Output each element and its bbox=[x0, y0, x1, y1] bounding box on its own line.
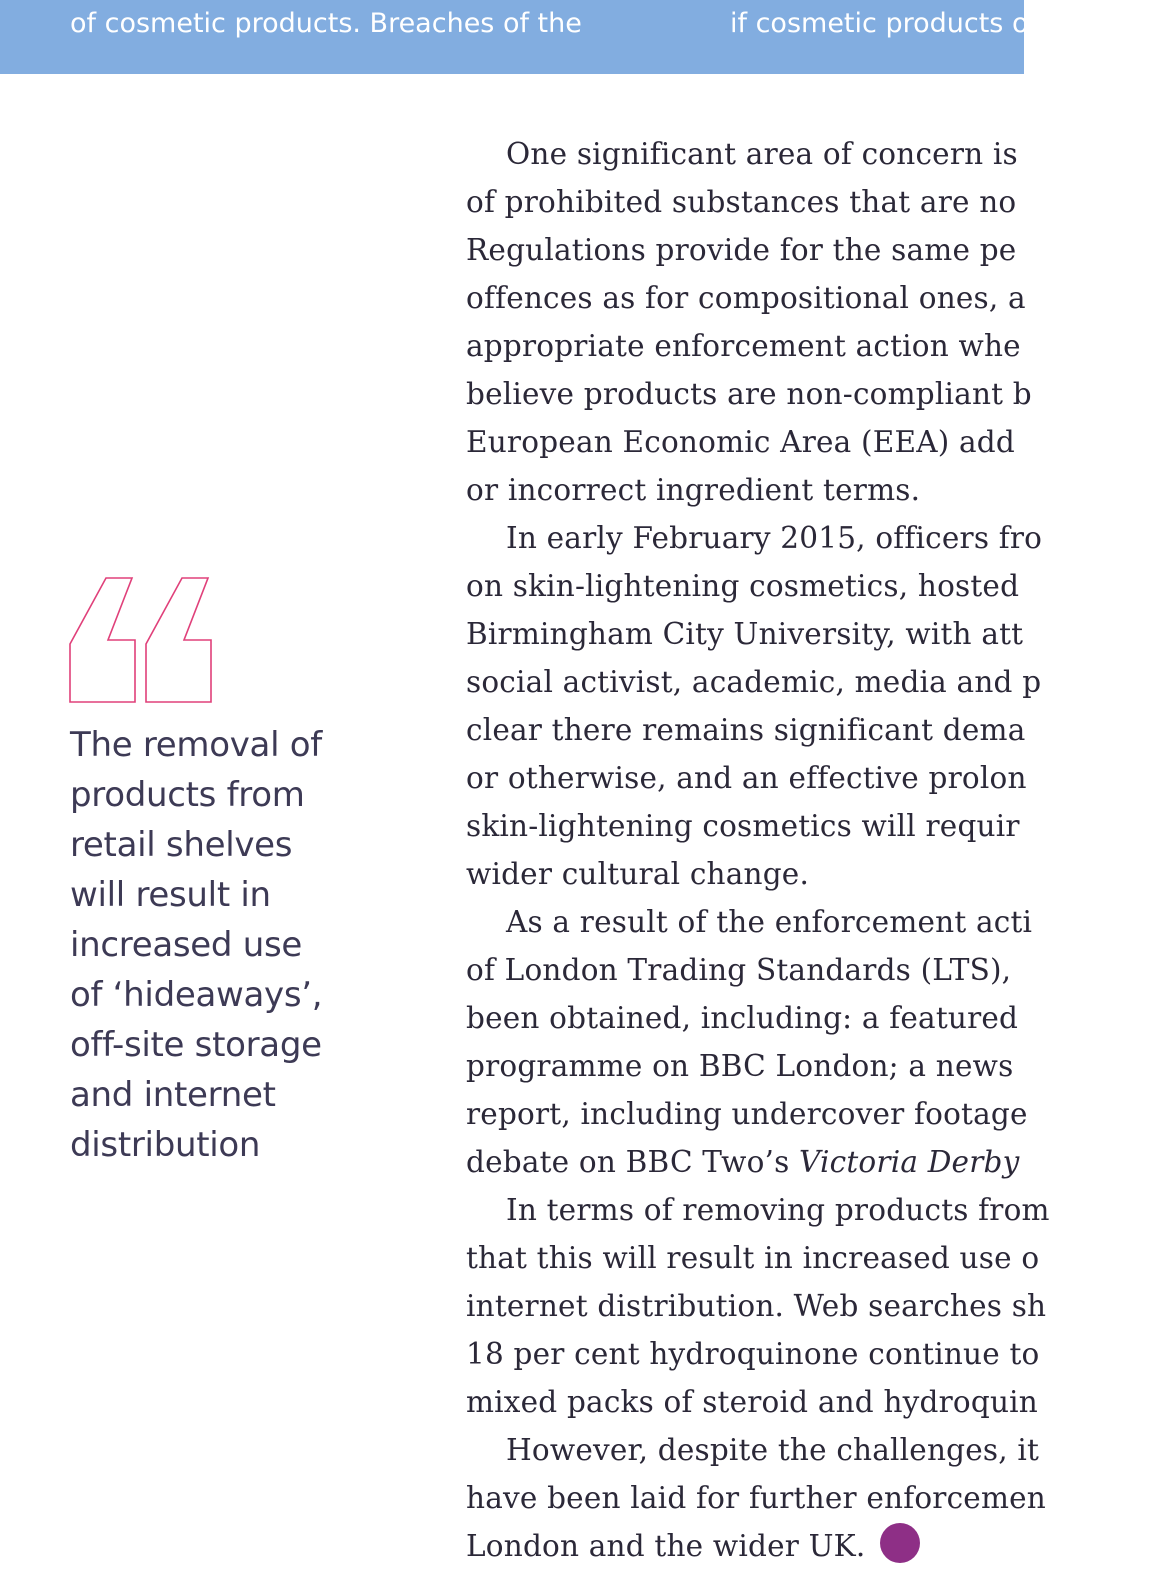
body-line: In early February 2015, officers fro bbox=[506, 521, 1043, 555]
body-line: been obtained, including: a featured bbox=[466, 1001, 1019, 1035]
body-line: believe products are non-compliant b bbox=[466, 377, 1032, 411]
pull-quote-line: products from bbox=[70, 775, 305, 815]
body-line: Regulations provide for the same pe bbox=[466, 233, 1017, 267]
body-line: that this will result in increased use o bbox=[466, 1241, 1040, 1275]
pull-quote-line: The removal of bbox=[70, 725, 322, 765]
programme-title: Victoria Derby bbox=[799, 1145, 1020, 1179]
body-line: appropriate enforcement action whe bbox=[466, 329, 1021, 363]
body-line: or otherwise, and an effective prolon bbox=[466, 761, 1027, 795]
body-line: of prohibited substances that are no bbox=[466, 185, 1017, 219]
body-line: However, despite the challenges, it bbox=[506, 1433, 1040, 1467]
body-line: report, including undercover footage bbox=[466, 1097, 1028, 1131]
body-line: In terms of removing products from bbox=[506, 1193, 1050, 1227]
body-line: wider cultural change. bbox=[466, 857, 810, 891]
body-line: internet distribution. Web searches sh bbox=[466, 1289, 1047, 1323]
body-line: programme on BBC London; a news bbox=[466, 1049, 1014, 1083]
header-band bbox=[0, 0, 1029, 74]
body-line: mixed packs of steroid and hydroquin bbox=[466, 1385, 1038, 1419]
pull-quote-line: off-site storage bbox=[70, 1025, 322, 1065]
pull-quote bbox=[70, 720, 370, 1170]
end-marker-dot bbox=[880, 1523, 920, 1563]
body-line: clear there remains significant dema bbox=[466, 713, 1026, 747]
body-line: London and the wider UK. bbox=[466, 1529, 866, 1563]
quote-mark-icon bbox=[68, 576, 216, 706]
body-line: skin-lightening cosmetics will requir bbox=[466, 809, 1020, 843]
pull-quote-line: increased use bbox=[70, 925, 302, 965]
body-line: of London Trading Standards (LTS), bbox=[466, 953, 1012, 987]
body-line: Birmingham City University, with att bbox=[466, 617, 1024, 651]
body-line: offences as for compositional ones, a bbox=[466, 281, 1026, 315]
pull-quote-line: will result in bbox=[70, 875, 271, 915]
body-line bbox=[466, 1138, 1166, 1186]
body-line: or incorrect ingredient terms. bbox=[466, 473, 921, 507]
pull-quote-line: retail shelves bbox=[70, 825, 293, 865]
pull-quote-line: of ‘hideaways’, bbox=[70, 975, 323, 1015]
body-text-column bbox=[466, 130, 1166, 1570]
body-line: social activist, academic, media and p bbox=[466, 665, 1042, 699]
header-text-left: of cosmetic products. Breaches of the bbox=[70, 8, 582, 39]
body-line: on skin-lightening cosmetics, hosted bbox=[466, 569, 1020, 603]
body-line: One significant area of concern is bbox=[506, 137, 1018, 171]
body-line-text: debate on BBC Two’s bbox=[466, 1145, 800, 1179]
header-text-right: if cosmetic products o bbox=[730, 8, 1029, 39]
body-line: European Economic Area (EEA) add bbox=[466, 425, 1015, 459]
body-line: 18 per cent hydroquinone continue to bbox=[466, 1337, 1040, 1371]
body-line: have been laid for further enforcemen bbox=[466, 1481, 1046, 1515]
pull-quote-line: and internet bbox=[70, 1075, 276, 1115]
body-line: As a result of the enforcement acti bbox=[506, 905, 1033, 939]
pull-quote-line: distribution bbox=[70, 1125, 261, 1165]
